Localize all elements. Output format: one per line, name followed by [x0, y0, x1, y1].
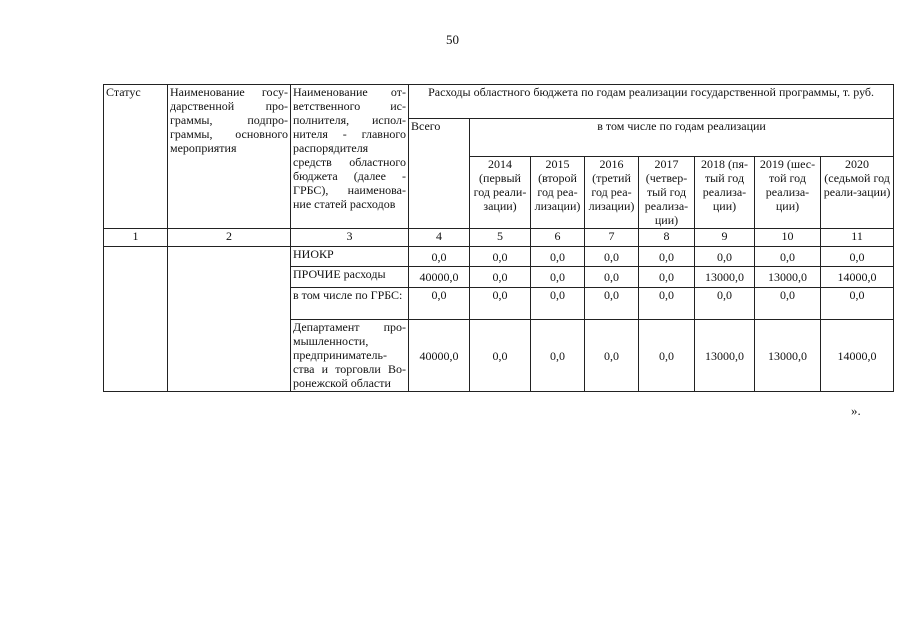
column-number: 10: [755, 229, 821, 247]
row-total: 40000,0: [409, 267, 470, 288]
header-year-2016: 2016 (третий год реа-лизации): [585, 157, 639, 229]
column-number: 2: [168, 229, 291, 247]
page-number: 50: [446, 32, 459, 47]
row-value-2019: 13000,0: [755, 267, 821, 288]
header-year-2020: 2020 (седьмой год реали-зации): [821, 157, 894, 229]
header-year-2014: 2014 (первый год реали-зации): [470, 157, 531, 229]
column-number: 11: [821, 229, 894, 247]
row-value-2015: 0,0: [531, 320, 585, 392]
header-expenses-title: Расходы областного бюджета по годам реализации государственной программы, т. руб.: [409, 85, 894, 119]
row-value-2016: 0,0: [585, 267, 639, 288]
header-year-2015: 2015 (второй год реа-лизации): [531, 157, 585, 229]
row-value-2020: 14000,0: [821, 267, 894, 288]
row-value-2015: 0,0: [531, 288, 585, 320]
row-value-2017: 0,0: [639, 247, 695, 267]
row-value-2015: 0,0: [531, 267, 585, 288]
header-year-2017: 2017 (четвер-тый год реализа-ции): [639, 157, 695, 229]
header-total: Всего: [409, 119, 470, 229]
header-year-2019: 2019 (шес-той год реализа-ции): [755, 157, 821, 229]
row-value-2018: 0,0: [695, 247, 755, 267]
header-program-name: Наименование госу-дарственной про-граммы, подпро-граммы, основного мероприятия: [168, 85, 291, 229]
row-value-2014: 0,0: [470, 288, 531, 320]
column-number: 8: [639, 229, 695, 247]
table-row: [104, 247, 894, 267]
header-status: Статус: [104, 85, 168, 229]
row-label: НИОКР: [291, 247, 409, 267]
row-value-2020: 0,0: [821, 288, 894, 320]
column-number: 6: [531, 229, 585, 247]
row-value-2016: 0,0: [585, 320, 639, 392]
row-value-2018: 13000,0: [695, 320, 755, 392]
row-value-2016: 0,0: [585, 288, 639, 320]
row-value-2019: 0,0: [755, 288, 821, 320]
column-number: 4: [409, 229, 470, 247]
header-by-years: в том числе по годам реализации: [470, 119, 894, 157]
column-number: 7: [585, 229, 639, 247]
row-value-2015: 0,0: [531, 247, 585, 267]
row-value-2017: 0,0: [639, 320, 695, 392]
row-value-2014: 0,0: [470, 247, 531, 267]
closing-quote-mark: ».: [851, 403, 861, 418]
program-name-cell: [168, 247, 291, 392]
row-total: 0,0: [409, 288, 470, 320]
header-executor: Наименование от-ветственного ис-полнителя, испол-нителя - главного распорядителя средств областного бюджета (далее - ГРБС), наименова-ние статей расходов: [291, 85, 409, 229]
column-number: 5: [470, 229, 531, 247]
row-label: ПРОЧИЕ расходы: [291, 267, 409, 288]
row-label: в том числе по ГРБС:: [291, 288, 409, 320]
row-value-2019: 13000,0: [755, 320, 821, 392]
budget-table: [103, 84, 894, 392]
row-value-2014: 0,0: [470, 267, 531, 288]
column-number: 9: [695, 229, 755, 247]
header-year-2018: 2018 (пя-тый год реализа-ции): [695, 157, 755, 229]
row-total: 40000,0: [409, 320, 470, 392]
column-number: 1: [104, 229, 168, 247]
row-value-2018: 0,0: [695, 288, 755, 320]
row-total: 0,0: [409, 247, 470, 267]
row-value-2020: 14000,0: [821, 320, 894, 392]
row-value-2020: 0,0: [821, 247, 894, 267]
row-value-2018: 13000,0: [695, 267, 755, 288]
row-value-2017: 0,0: [639, 267, 695, 288]
row-value-2019: 0,0: [755, 247, 821, 267]
status-cell: [104, 247, 168, 392]
row-value-2017: 0,0: [639, 288, 695, 320]
row-value-2016: 0,0: [585, 247, 639, 267]
column-number: 3: [291, 229, 409, 247]
column-numbers-row: [104, 229, 894, 247]
row-label: Департамент про-мышленности, предприниматель-ства и торговли Во-ронежской области: [291, 320, 409, 392]
row-value-2014: 0,0: [470, 320, 531, 392]
